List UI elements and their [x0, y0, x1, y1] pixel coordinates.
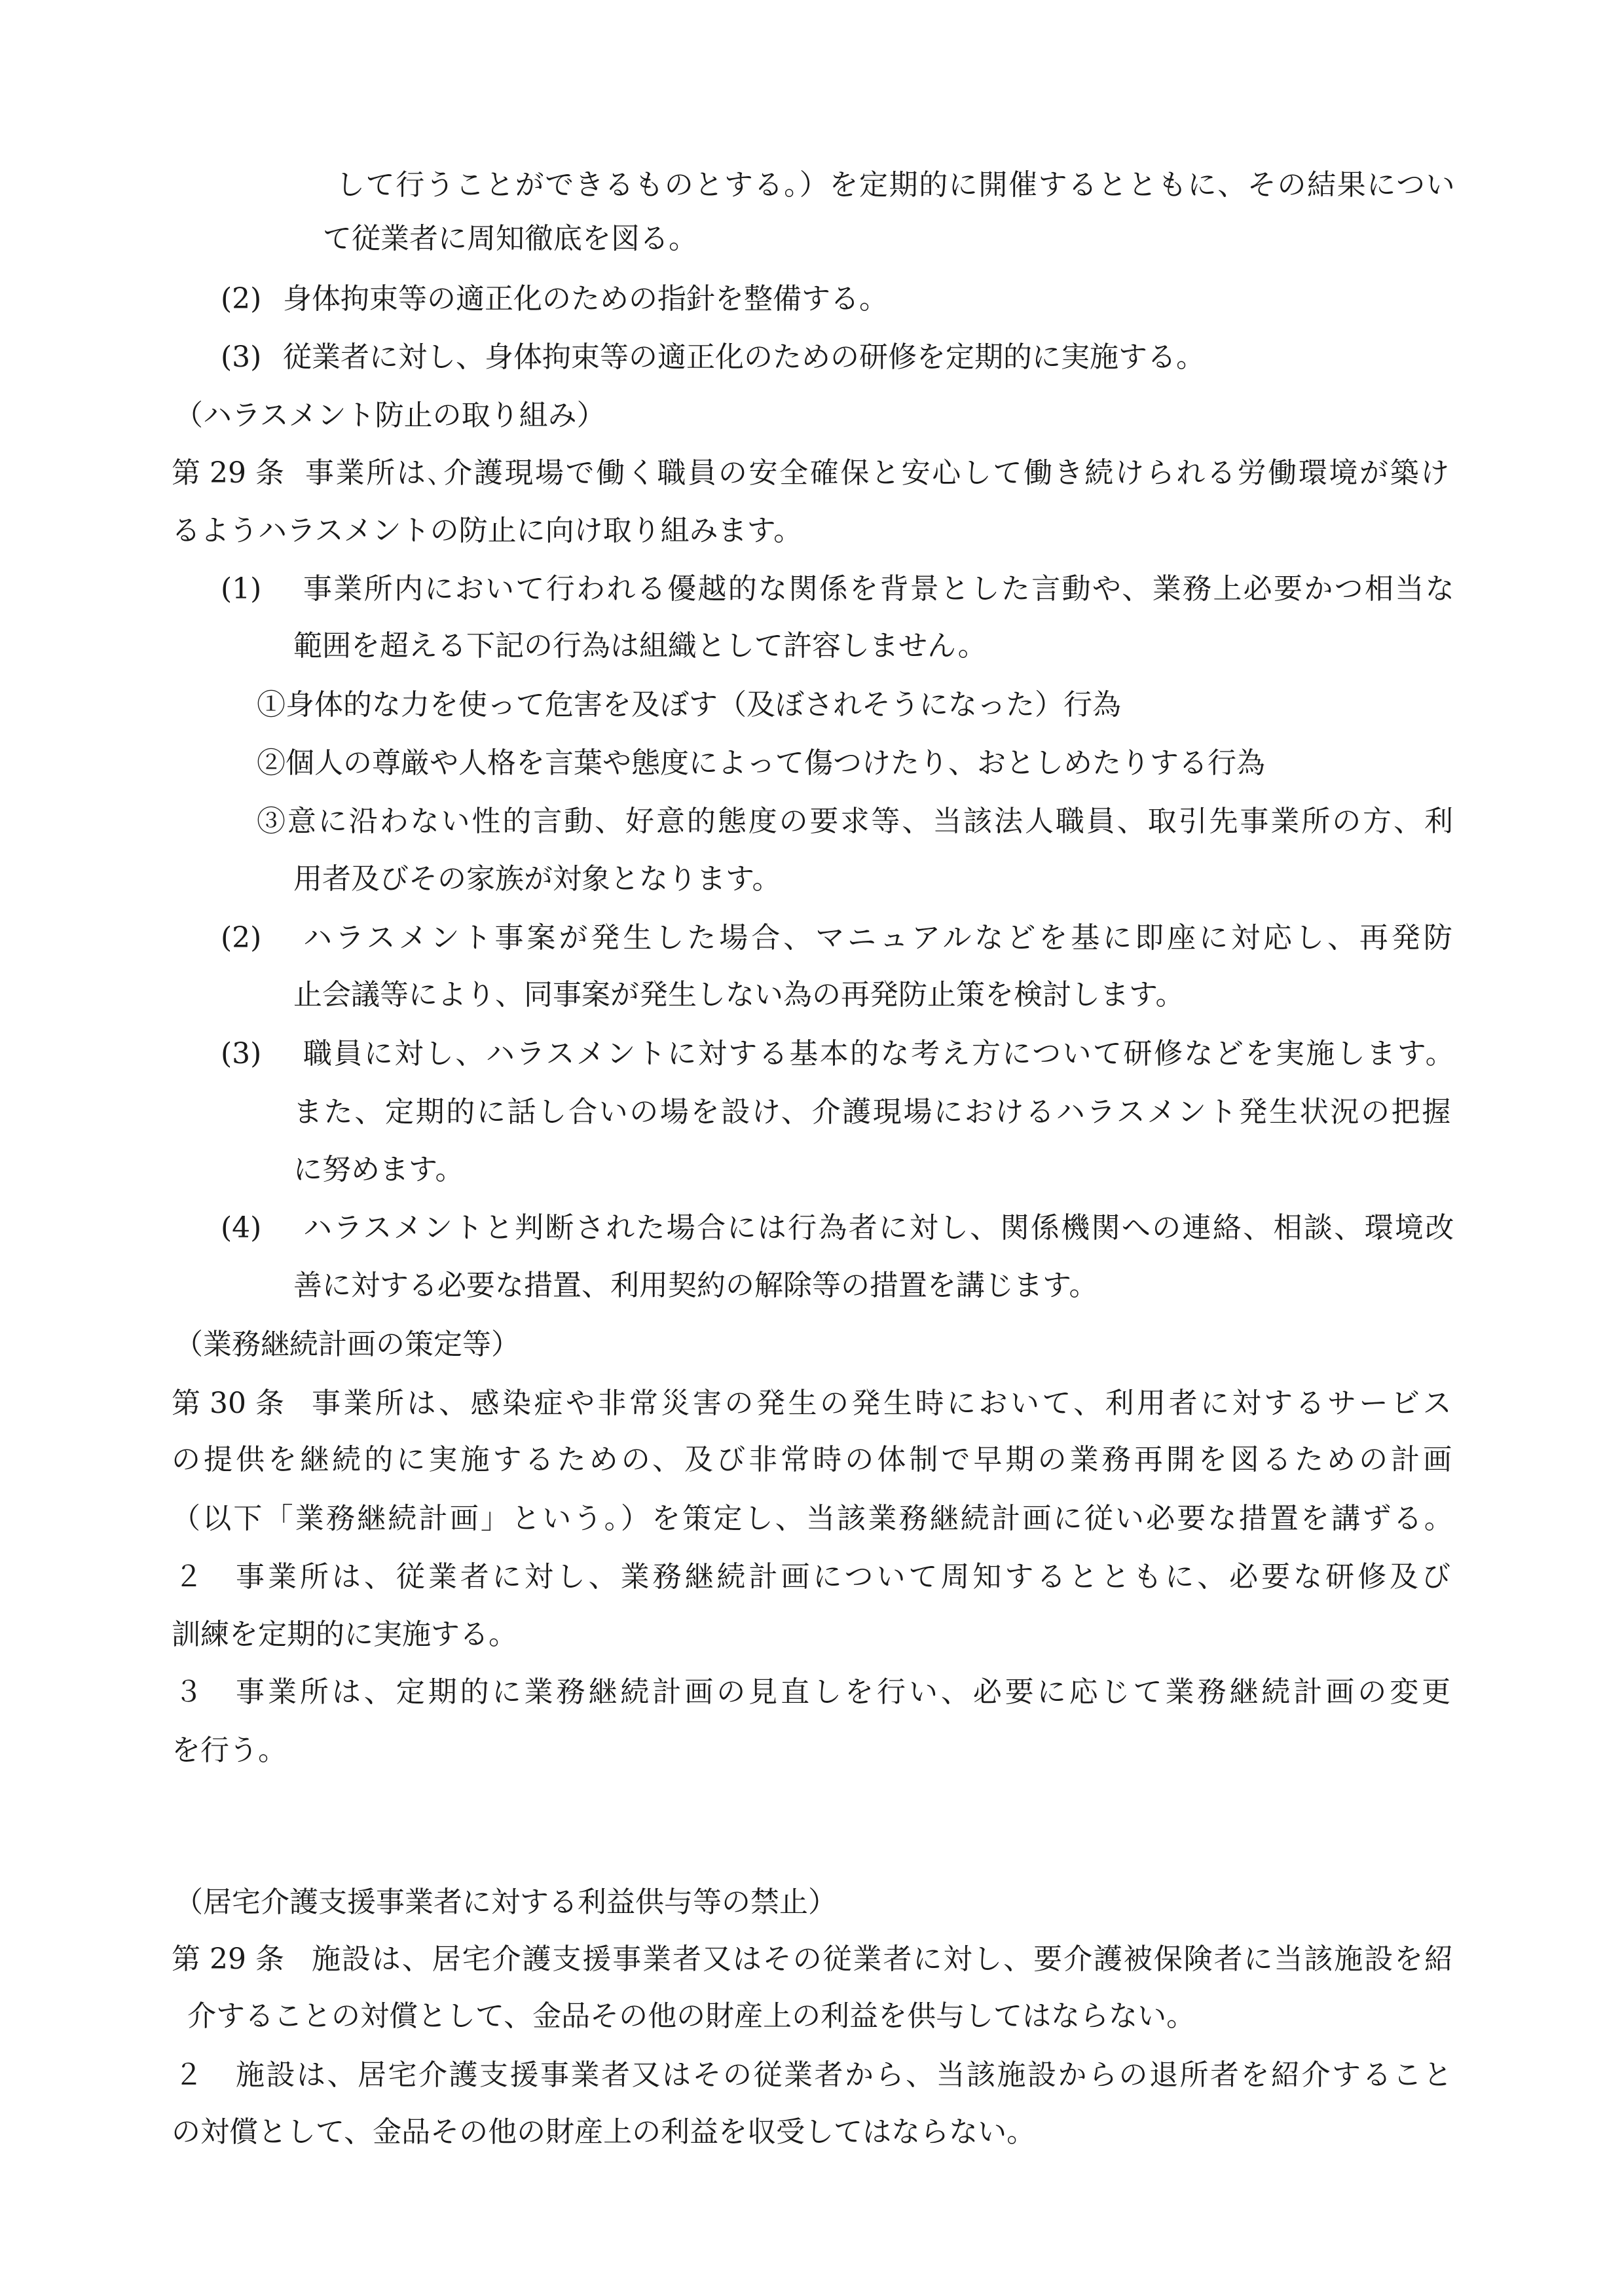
text-line: 用者及びその家族が対象となります。	[293, 862, 781, 896]
text-line: るようハラスメントの防止に向け取り組みます。	[172, 514, 803, 547]
text-line: の対償として、金品その他の財産上の利益を収受してはならない。	[172, 2115, 1036, 2149]
list-item: ③意に沿わない性的言動、好意的態度の要求等、当該法人職員、取引先事業所の方、利	[257, 805, 1455, 838]
article-number: 第 29 条	[172, 1942, 284, 1976]
list-item: ①身体的な力を使って危害を及ぼす（及ぼされそうになった）行為	[257, 688, 1121, 721]
paragraph-number: ２	[174, 1560, 203, 1594]
paragraph-number: ３	[174, 1675, 203, 1709]
item-number: (2)	[221, 282, 262, 316]
text-line: 施設は、居宅介護支援事業者又はその従業者から、当該施設からの退所者を紹介すること	[236, 2058, 1454, 2092]
article-number: 第 30 条	[172, 1387, 284, 1420]
item-number: (4)	[221, 1211, 262, 1245]
text-line: を行う。	[172, 1734, 287, 1767]
text-line: 訓練を定期的に実施する。	[172, 1618, 517, 1651]
text-line: 事業所は、従業者に対し、業務継続計画について周知するとともに、必要な研修及び	[236, 1560, 1454, 1594]
text-line: して行うことができるものとする。）を定期的に開催するとともに、その結果につい	[336, 168, 1456, 202]
text-line: ハラスメントと判断された場合には行為者に対し、関係機関への連絡、相談、環境改	[303, 1211, 1456, 1245]
section-heading: （居宅介護支援事業者に対する利益供与等の禁止）	[174, 1886, 837, 1919]
item-number: (2)	[221, 921, 262, 955]
list-item: ②個人の尊厳や人格を言葉や態度によって傷つけたり、おとしめたりする行為	[257, 746, 1265, 780]
text-line: また、定期的に話し合いの場を設け、介護現場におけるハラスメント発生状況の把握	[293, 1095, 1452, 1129]
text-line: 職員に対し、ハラスメントに対する基本的な考え方について研修などを実施します。	[303, 1037, 1456, 1070]
text-line: 事業所は、定期的に業務継続計画の見直しを行い、必要に応じて業務継続計画の変更	[236, 1675, 1454, 1709]
text-line: 止会議等により、同事案が発生しない為の再発防止策を検討します。	[293, 978, 1185, 1011]
text-line: 事業所内において行われる優越的な関係を背景とした言動や、業務上必要かつ相当な	[303, 572, 1456, 606]
text-line: 従業者に対し、身体拘束等の適正化のための研修を定期的に実施する。	[283, 340, 1205, 374]
item-number: (3)	[221, 1037, 262, 1070]
text-line: 事業所は､介護現場で働く職員の安全確保と安心して働き続けられる労働環境が築け	[305, 456, 1451, 490]
text-line: ハラスメント事案が発生した場合、マニュアルなどを基に即座に対応し、再発防	[303, 921, 1456, 955]
text-line: て従業者に周知徹底を図る。	[323, 222, 697, 255]
article-number: 第 29 条	[172, 456, 284, 490]
text-line: 範囲を超える下記の行為は組織として許容しません。	[293, 629, 987, 663]
paragraph-number: ２	[174, 2058, 203, 2092]
text-line: （以下「業務継続計画」という。）を策定し、当該業務継続計画に従い必要な措置を講ずる。	[172, 1502, 1455, 1535]
text-line: 事業所は、感染症や非常災害の発生の発生時において、利用者に対するサービス	[312, 1387, 1455, 1420]
section-heading: （業務継続計画の策定等）	[174, 1328, 520, 1361]
text-line: 善に対する必要な措置、利用契約の解除等の措置を講じます。	[293, 1269, 1098, 1302]
text-line: に努めます。	[293, 1153, 464, 1186]
item-number: (3)	[221, 340, 262, 374]
text-line: 身体拘束等の適正化のための指針を整備する。	[283, 282, 888, 316]
text-line: 施設は、居宅介護支援事業者又はその従業者に対し、要介護被保険者に当該施設を紹	[312, 1942, 1454, 1976]
text-line: の提供を継続的に実施するための、及び非常時の体制で早期の業務再開を図るための計画	[172, 1443, 1456, 1476]
item-number: (1)	[221, 572, 262, 606]
text-line: 介することの対償として、金品その他の財産上の利益を供与してはならない。	[187, 1999, 1196, 2033]
section-heading: （ハラスメント防止の取り組み）	[174, 399, 606, 432]
